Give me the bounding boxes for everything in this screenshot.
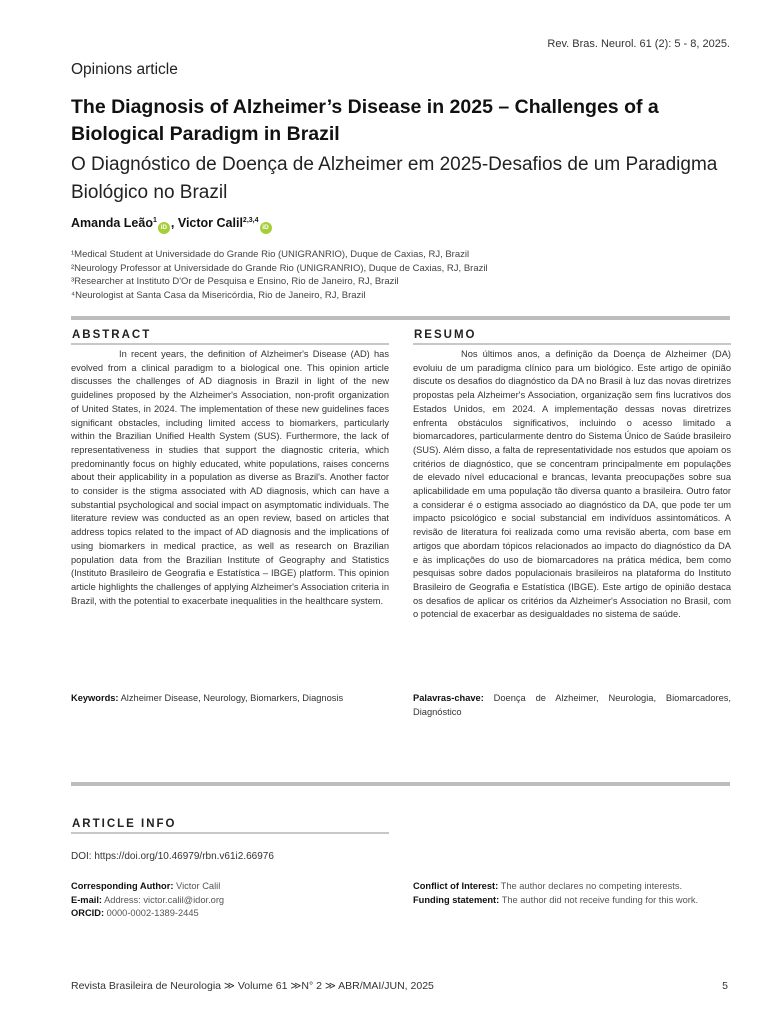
footer-issue: ≫N° 2 ≫ ABR/MAI/JUN, 2025	[290, 980, 434, 992]
article-info-heading: ARTICLE INFO	[72, 818, 177, 830]
author-affiliation-sup: 1	[152, 216, 157, 224]
footer-journal-info	[71, 980, 434, 992]
affiliation: ³Researcher at Instituto D'Or de Pesquisa e Ensino, Rio de Janeiro, RJ, Brazil	[71, 276, 399, 288]
author-list	[71, 216, 273, 234]
section-divider	[71, 316, 730, 320]
footer-volume: Volume 61	[237, 980, 288, 992]
orcid-icon[interactable]: iD	[158, 222, 170, 234]
section-divider	[71, 782, 730, 786]
affiliation: ⁴Neurologist at Santa Casa da Misericórdia, Rio de Janeiro, RJ, Brazil	[71, 289, 366, 301]
keywords-value: Alzheimer Disease, Neurology, Biomarkers, Diagnosis	[120, 693, 344, 703]
orcid-icon[interactable]: iD	[260, 222, 272, 234]
heading-underline	[71, 343, 389, 345]
author-name: Victor Calil	[177, 216, 243, 230]
article-title-portuguese: O Diagnóstico de Doença de Alzheimer em 2025-Desafios de um Paradigma Biológico no Brazil	[71, 154, 718, 203]
footer-separator: ≫	[223, 980, 235, 992]
corresponding-author: Corresponding Author: Victor Calil	[71, 881, 221, 891]
affiliation: ²Neurology Professor at Universidade do Grande Rio (UNIGRANRIO), Duque de Caxias, RJ, Brazil	[71, 262, 488, 274]
article-title: The Diagnosis of Alzheimer’s Disease in 2025 – Challenges of a Biological Paradigm in Brazil	[71, 96, 659, 145]
orcid: ORCID: 0000-0002-1389-2445	[71, 908, 199, 918]
affiliations	[71, 248, 488, 302]
author-affiliation-sup: 2,3,4	[242, 216, 259, 224]
author-separator: ,	[170, 216, 175, 230]
heading-underline	[413, 343, 731, 345]
keywords	[71, 692, 389, 706]
author-contact	[71, 880, 391, 921]
palavras-chave	[413, 692, 731, 719]
conflict-of-interest: Conflict of Interest: The author declares no competing interests.	[413, 881, 683, 891]
email-link[interactable]: Address: victor.calil@idor.org	[104, 894, 225, 905]
affiliation: ¹Medical Student at Universidade do Grande Rio (UNIGRANRIO), Duque de Caxias, RJ, Brazil	[71, 249, 470, 260]
resumo-body	[413, 348, 731, 622]
heading-underline	[71, 832, 389, 834]
palavras-chave-label: Palavras-chave:	[413, 693, 484, 703]
abstract-heading: ABSTRACT	[72, 329, 152, 341]
doi-link[interactable]: DOI: https://doi.org/10.46979/rbn.v61i2.66976	[71, 851, 274, 862]
footer-journal: Revista Brasileira de Neurologia	[71, 980, 221, 992]
palavras-chave-value: Doença de Alzheimer, Neurologia, Biomarcadores, Diagnóstico	[413, 693, 731, 717]
declarations	[413, 880, 743, 907]
orcid-link[interactable]: 0000-0002-1389-2445	[106, 908, 199, 918]
abstract-body	[71, 348, 389, 608]
email: E-mail: Address: victor.calil@idor.org	[71, 894, 225, 905]
keywords-label: Keywords:	[71, 693, 119, 703]
author-name: Amanda Leão	[71, 216, 153, 230]
journal-reference: Rev. Bras. Neurol. 61 (2): 5 - 8, 2025.	[547, 38, 730, 50]
abstract-text: In recent years, the definition of Alzheimer's Disease (AD) has evolved from a clinical paradigm to a biological one. This opinion article discusses the challenges of AD diagnosis in Brazil in light of the new guidelines proposed by the Alzheimer's Association, non-profit organization of United States, in 2024. The implementation of these new guidelines faces significant obstacles, including limited access to biomarkers, particularly within the Brazilian Unified Health System (SUS). Furthermore, the lack of representativeness in studies that support the diagnostic criteria, which predominantly focus on highly educated, white populations, raises concerns about their applicability in a population as diverse as Brazil's. Another factor to consider is the stigma associated with AD diagnosis, which can have a substantial psychological and social impact on asymptomatic individuals. The literature review was conducted as an open review, based on articles that address topics related to the impact of AD diagnosis and the implications of using biomarkers in medical practice, as well as research on Brazilian population data from the Brazilian Institute of Geography and Statistics (Instituto Brasileiro de Geografia e Estatística – IBGE) platform. This opinion article highlights the challenges of applying Alzheimer's Association criteria in Brazil, with the potential to exacerbate inequalities in the healthcare system.	[71, 349, 389, 606]
resumo-heading: RESUMO	[414, 329, 477, 341]
funding-statement: Funding statement: The author did not receive funding for this work.	[413, 894, 699, 905]
page-number: 5	[722, 980, 728, 992]
section-type: Opinions article	[71, 61, 178, 78]
resumo-text: Nos últimos anos, a definição da Doença de Alzheimer (DA) evoluiu de um paradigma clínico para um biológico. Este artigo de opinião discute os desafios do diagnóstico da DA no Brasil à luz das novas diretrizes propostas pela Alzheimer's Association, organização sem fins lucrativos dos Estados Unidos, em 2024. A implementação dessas novas diretrizes enfrenta obstáculos significativos, incluindo o acesso limitado a biomarcadores, particularmente dentro do Sistema Único de Saúde brasileiro (SUS). Além disso, a falta de representatividade nos estudos que apoiam os critérios de diagnóstico, que se concentram principalmente em populações de elevado nível educacional e brancas, levanta preocupações sobre sua aplicabilidade em uma população tão diversa quanto a brasileira. Outro fator a considerar é o estigma associado ao diagnóstico da DA, que pode ter um impacto psicológico e social substancial em indivíduos assintomáticos. A revisão de literatura foi realizada como uma revisão aberta, com base em artigos que abordam tópicos relacionados ao impacto do diagnóstico da DA e às implicações do uso de biomarcadores na prática médica, bem como pesquisas sobre dados populacionais brasileiros na plataforma do Instituto Brasileiro de Geografia e Estatística (IBGE). Este artigo de opinião destaca os desafios de aplicar os critérios da Alzheimer's Association no Brasil, com o potencial de exacerbar as desigualdades no sistema de saúde.	[413, 349, 731, 620]
